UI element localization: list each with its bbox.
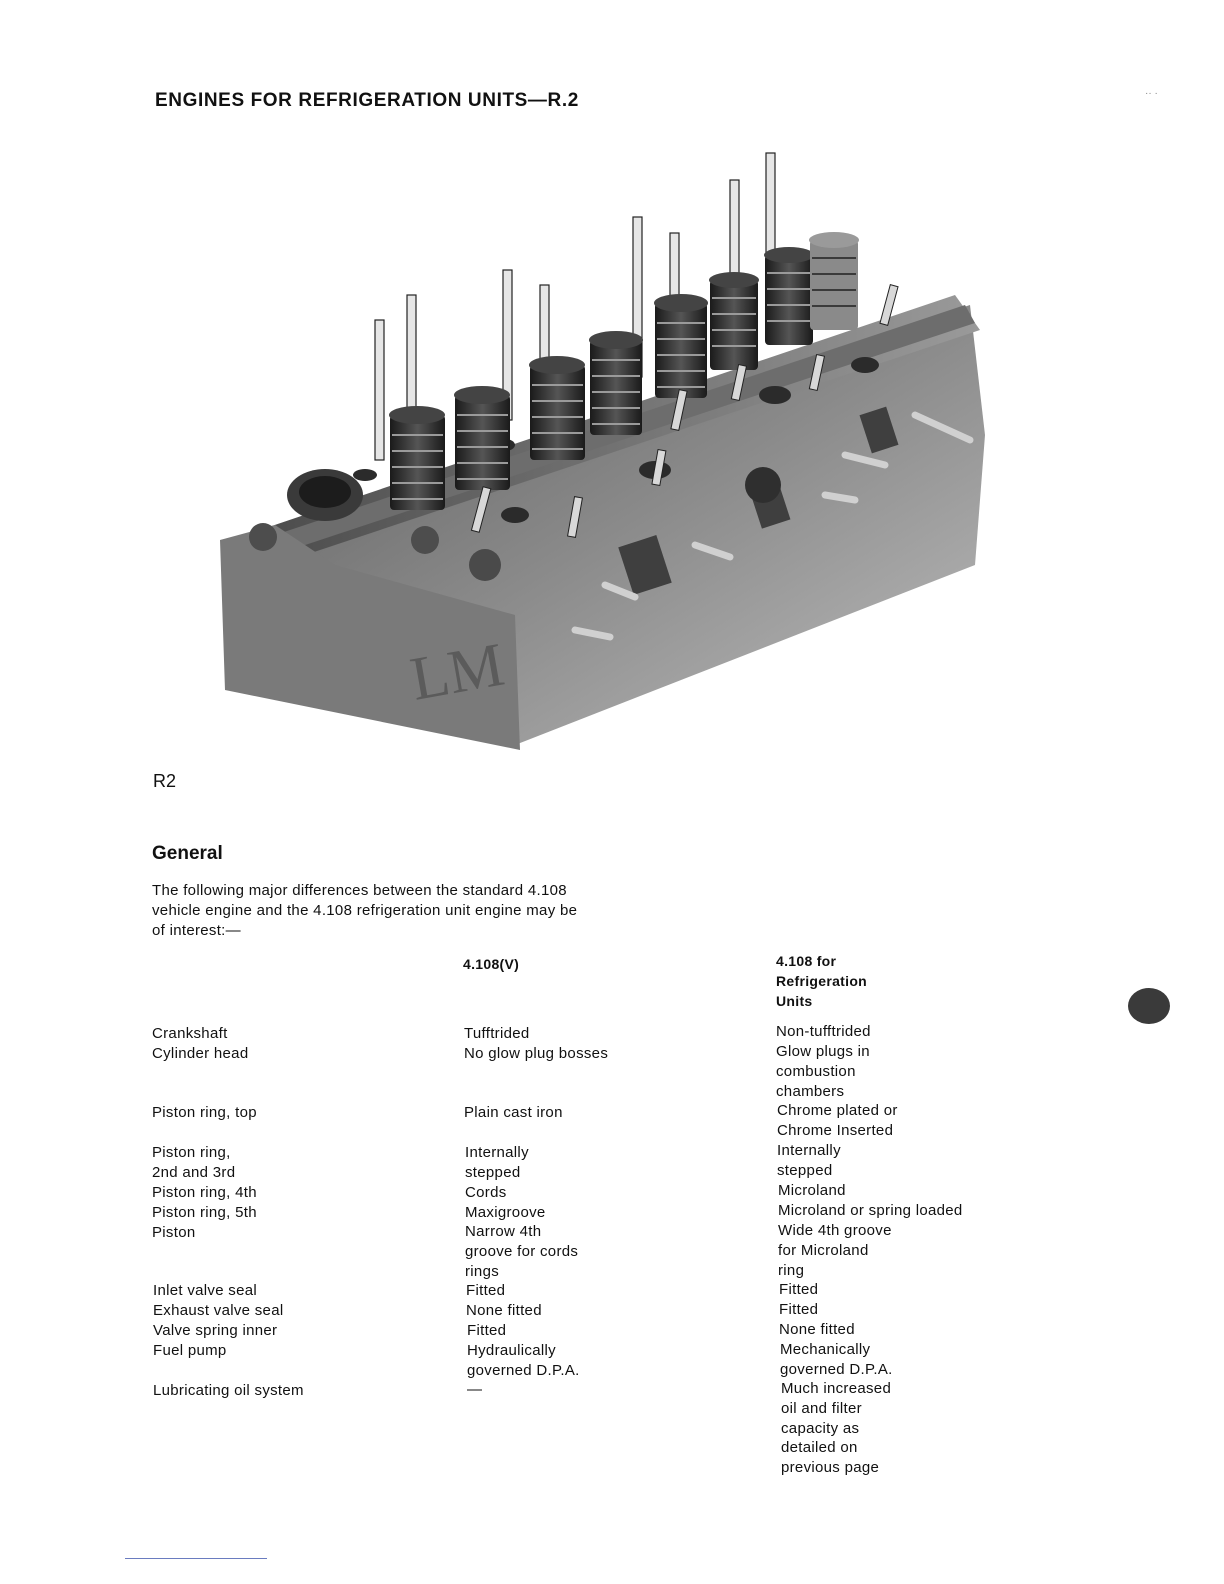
row-piston-ring-2-3-item: Piston ring, 2nd and 3rd (152, 1144, 236, 1181)
row-valve-spring-inner-item: Valve spring inner (153, 1322, 278, 1339)
punch-hole-mark (1128, 988, 1170, 1024)
row-piston-ring-2-3-vehicle: Internally stepped (465, 1144, 529, 1181)
row-piston-ring-top-vehicle: Plain cast iron (464, 1104, 563, 1121)
row-piston-ring-4th-vehicle: Cords (465, 1184, 507, 1201)
row-fuel-pump-refrigeration: Mechanically governed D.P.A. (780, 1341, 893, 1378)
row-cylinder-head-vehicle: No glow plug bosses (464, 1045, 609, 1062)
row-piston-item: Piston (152, 1224, 196, 1241)
row-crankshaft-vehicle: Tufftrided (464, 1025, 530, 1042)
row-lubricating-oil-refrigeration: Much increased oil and filter capacity as detailed on previous page (781, 1380, 892, 1477)
row-valve-spring-inner-vehicle: Fitted (467, 1322, 507, 1339)
row-piston-ring-4th-refrigeration: Microland (778, 1182, 846, 1199)
row-piston-ring-5th-item: Piston ring, 5th (152, 1204, 257, 1221)
row-crankshaft-item: Crankshaft (152, 1025, 228, 1042)
footer-rule (125, 1558, 267, 1559)
row-valve-spring-inner-refrigeration: None fitted (779, 1321, 855, 1338)
row-exhaust-valve-seal-item: Exhaust valve seal (153, 1302, 284, 1319)
row-piston-ring-5th-refrigeration: Microland or spring loaded (778, 1202, 963, 1219)
row-lubricating-oil-item: Lubricating oil system (153, 1382, 304, 1399)
column-header-line: Refrigeration (776, 972, 868, 989)
row-piston-ring-top-item: Piston ring, top (152, 1104, 257, 1121)
intro-paragraph: The following major differences between the standard 4.108 vehicle engine and the 4.108 refrigeration unit engine may be of interest:— (152, 882, 578, 939)
column-header-refrigeration (776, 951, 936, 1010)
row-piston-ring-4th-item: Piston ring, 4th (152, 1184, 257, 1201)
figure-caption: R2 (153, 771, 177, 791)
row-lubricating-oil-vehicle: — (467, 1381, 483, 1398)
row-exhaust-valve-seal-refrigeration: Fitted (779, 1301, 819, 1318)
row-piston-vehicle: Narrow 4th groove for cords rings (465, 1223, 579, 1280)
svg-text:LM: LM (405, 630, 510, 714)
row-piston-ring-5th-vehicle: Maxigroove (465, 1204, 546, 1221)
row-piston-refrigeration: Wide 4th groove for Microland ring (778, 1222, 892, 1279)
row-piston-ring-top-refrigeration: Chrome plated or Chrome Inserted (777, 1102, 898, 1139)
row-cylinder-head-item: Cylinder head (152, 1045, 249, 1062)
row-piston-ring-2-3-refrigeration: Internally stepped (777, 1142, 841, 1179)
row-inlet-valve-seal-item: Inlet valve seal (153, 1282, 258, 1299)
row-fuel-pump-vehicle: Hydraulically governed D.P.A. (467, 1342, 580, 1379)
row-fuel-pump-item: Fuel pump (153, 1342, 227, 1359)
scan-speck: ·· · (1145, 88, 1158, 99)
column-header-line: Units (776, 992, 813, 1009)
cylinder-head-photo (215, 145, 990, 760)
row-exhaust-valve-seal-vehicle: None fitted (466, 1302, 542, 1319)
row-crankshaft-refrigeration: Non-tufftrided (776, 1023, 871, 1040)
section-heading: General (152, 843, 223, 864)
row-inlet-valve-seal-vehicle: Fitted (466, 1282, 506, 1299)
row-inlet-valve-seal-refrigeration: Fitted (779, 1281, 819, 1298)
column-header-vehicle: 4.108(V) (463, 956, 520, 972)
page-title: ENGINES FOR REFRIGERATION UNITS—R.2 (155, 90, 579, 111)
row-cylinder-head-refrigeration: Glow plugs in combustion chambers (776, 1043, 870, 1100)
column-header-line: 4.108 for (776, 953, 837, 969)
